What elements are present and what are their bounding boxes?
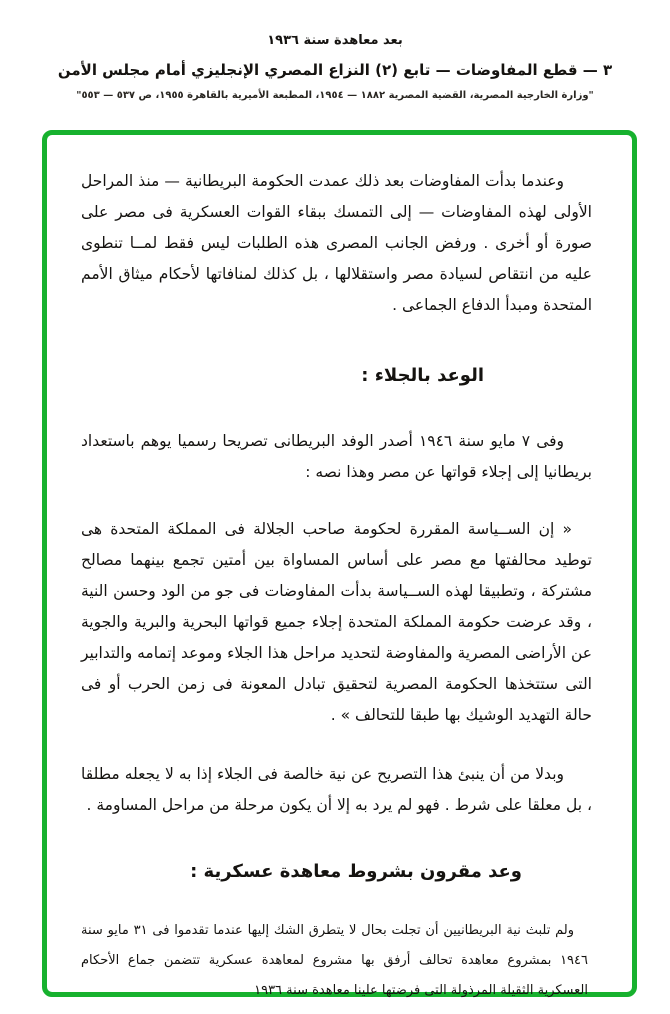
document-green-frame: [42, 130, 637, 997]
paragraph-british-statement-intro: وفى ٧ مايو سنة ١٩٤٦ أصدر الوفد البريطانى تصريحا رسميا يوهم باستعداد بريطانيا إلى إجلاء قواتها عن مصر وهذا نصه :: [81, 432, 592, 481]
header-source-citation: "وزارة الخارجية المصرية، القضية المصرية ١٨٨٢ — ١٩٥٤، المطبعة الأميرية بالقاهرة ١٩٥٥، ص ٥٣٧ — ٥٥٣": [76, 90, 594, 101]
paragraph-treaty-draft: ولم تلبث نية البريطانيين أن تجلت بحال لا يتطرق الشك إليها عندما تقدموا فى ٣١ مايو سنة ١٩٤٦ بمشروع معاهدة تحالف أرفق بها مشروع لمعاهدة عسكرية تتضمن جماع الأحكام العسكرية الثقيلة المرذولة التى فرضتها علينا معاهدة سنة ١٩٣٦: [81, 923, 588, 998]
page-header: [0, 0, 670, 101]
paragraph-negotiations-intro: وعندما بدأت المفاوضات بعد ذلك عمدت الحكومة البريطانية — منذ المراحل الأولى لهذه المفاوضات — إلى التمسك ببقاء القوات العسكرية فى مصر على صورة أو أخرى . ورفض الجانب المصرى هذه الطلبات ليس فقط لمــا تنطوى عليه من انتقاص لسيادة مصر واستقلالها ، بل كذلك لمنافاتها لأحكام ميثاق الأمم المتحدة ومبدأ الدفاع الجماعى .: [81, 172, 592, 314]
heading-promise-of-evacuation: الوعد بالجلاء :: [361, 365, 484, 386]
paragraph-quoted-statement: « إن الســياسة المقررة لحكومة صاحب الجلالة فى المملكة المتحدة هى توطيد محالفتها مع مصر على أساس المساواة بين أمتين تجمع بينهما مصالح مشتركة ، وتطبيقا لهذه الســياسة بدأت المفاوضات فى جو من الود وحسن النية ، وقد عرضت حكومة المملكة المتحدة إجلاء جميع قواتها البحرية والبرية والجوية عن الأراضى المصرية والمفاوضة لتحديد مراحل هذا الجلاء وموعد إتمامه والتدابير التى ستتخذها الحكومة المصرية لتحقيق تبادل المعونة فى زمن الحرب أو فى حالة التهديد الوشيك بها طبقا للتحالف » .: [81, 520, 592, 724]
header-chapter-title: ٣ — قطع المفاوضات — تابع (٢) النزاع المصري الإنجليزي أمام مجلس الأمن: [57, 61, 613, 79]
paragraph-commentary: وبدلا من أن ينبئ هذا التصريح عن نية خالصة فى الجلاء إذا به لا يجعله مطلقا ، بل معلقا على شرط . فهو لم يرد به إلا أن يكون مرحلة من مراحل المساومة .: [81, 765, 592, 814]
header-section-title: بعد معاهدة سنة ١٩٣٦: [267, 33, 403, 48]
document-body: [47, 135, 632, 1006]
heading-conditional-promise: وعد مقرون بشروط معاهدة عسكرية :: [190, 861, 522, 882]
